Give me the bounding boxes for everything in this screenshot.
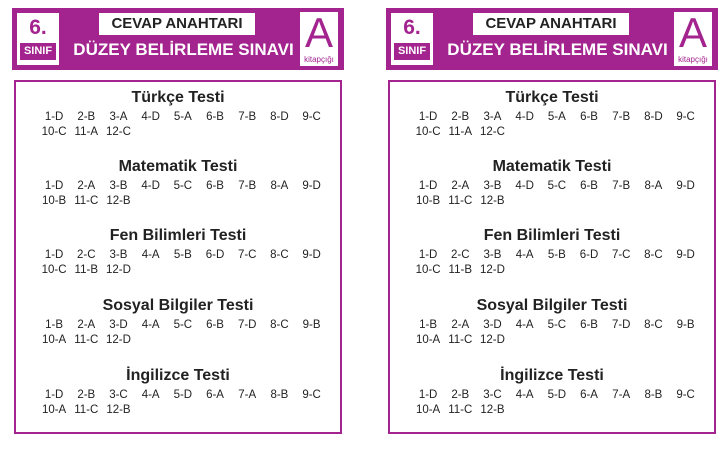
answer-item: 1-B: [419, 319, 438, 331]
test-section: [16, 88, 340, 140]
answer-item: 9-C: [676, 111, 695, 123]
booklet-label: kitapçığı: [678, 55, 708, 64]
answer-item: 7-B: [612, 111, 631, 123]
answer-item: 3-C: [109, 389, 128, 401]
answer-item: 11-B: [448, 264, 472, 276]
answer-item: 12-D: [480, 334, 505, 346]
answer-item: 8-C: [644, 249, 663, 261]
answer-list: [38, 110, 328, 140]
grade-label: SINIF: [394, 43, 430, 60]
answer-item: 11-A: [448, 126, 472, 138]
answers-panel: [388, 80, 716, 434]
answer-item: 9-C: [676, 389, 695, 401]
answer-item: 9-D: [676, 249, 695, 261]
answer-item: 8-D: [270, 111, 289, 123]
answer-row: [38, 125, 328, 140]
answer-item: 4-A: [141, 249, 160, 261]
answer-item: 11-C: [74, 334, 99, 346]
answer-item: 3-B: [483, 249, 502, 261]
section-title: Matematik Testi: [492, 158, 612, 175]
answer-item: 6-A: [206, 389, 224, 401]
answer-item: 11-C: [448, 334, 473, 346]
answer-item: 5-A: [547, 111, 566, 123]
answer-item: 5-C: [173, 319, 193, 331]
answer-row: [412, 110, 702, 125]
answer-item: 8-C: [270, 249, 289, 261]
answer-row: [412, 125, 702, 140]
answer-item: 12-B: [480, 404, 505, 416]
answer-item: 6-D: [579, 249, 599, 261]
answer-item: 10-C: [41, 126, 67, 138]
grade-number: 6.: [403, 16, 421, 39]
grade-label: SINIF: [20, 43, 56, 60]
answer-list: [412, 248, 702, 278]
answer-item: 7-D: [611, 319, 631, 331]
answer-item: 1-D: [44, 249, 64, 261]
card-title: CEVAP ANAHTARI: [99, 13, 255, 35]
answer-item: 7-A: [612, 389, 631, 401]
answer-item: 9-B: [676, 319, 695, 331]
section-title: Matematik Testi: [118, 158, 238, 175]
test-section: [16, 366, 340, 418]
answer-item: 5-A: [173, 111, 192, 123]
answer-list: [412, 179, 702, 209]
answer-row: [38, 403, 328, 418]
answer-item: 4-D: [141, 111, 160, 123]
answer-item: 9-B: [302, 319, 321, 331]
answer-item: 5-C: [547, 319, 567, 331]
answer-item: 9-D: [302, 249, 321, 261]
answer-item: 5-D: [173, 389, 193, 401]
answer-item: 3-D: [109, 319, 128, 331]
answer-item: 10-B: [41, 195, 67, 207]
booklet-badge: [300, 9, 338, 66]
answer-row: [38, 194, 328, 209]
test-section: [390, 157, 714, 209]
answer-item: 5-C: [173, 180, 193, 192]
answer-row: [412, 263, 702, 278]
answer-item: 11-C: [448, 195, 473, 207]
answer-item: 6-B: [580, 319, 598, 331]
answer-item: 2-A: [451, 319, 470, 331]
answer-item: 7-B: [612, 180, 631, 192]
answer-item: 8-A: [270, 180, 289, 192]
section-title: İngilizce Testi: [126, 367, 230, 384]
answer-item: 12-C: [106, 126, 131, 138]
answer-item: 3-C: [483, 389, 502, 401]
card-header: [12, 8, 344, 70]
answer-row: [38, 179, 328, 194]
test-section: [390, 366, 714, 418]
booklet-badge: [674, 9, 712, 66]
card-header: [386, 8, 718, 70]
answer-item: 9-C: [302, 111, 321, 123]
answer-item: 3-D: [483, 319, 502, 331]
booklet-letter: A: [304, 9, 333, 56]
answer-item: 4-A: [515, 389, 534, 401]
answer-item: 10-B: [415, 195, 441, 207]
answer-item: 11-C: [448, 404, 473, 416]
answer-item: 2-B: [451, 389, 470, 401]
answer-row: [412, 333, 702, 348]
answer-item: 4-D: [515, 111, 534, 123]
answer-item: 2-A: [451, 180, 470, 192]
answer-item: 7-C: [611, 249, 631, 261]
answer-item: 12-B: [106, 404, 131, 416]
answer-item: 8-C: [270, 319, 289, 331]
answer-item: 1-D: [44, 180, 64, 192]
answer-item: 9-C: [302, 389, 321, 401]
card-subtitle: DÜZEY BELİRLEME SINAVI: [447, 40, 668, 59]
answer-list: [412, 318, 702, 348]
answer-item: 5-B: [547, 249, 566, 261]
test-section: [16, 296, 340, 348]
section-title: İngilizce Testi: [500, 367, 604, 384]
test-section: [390, 226, 714, 278]
answer-key-card: [386, 8, 718, 433]
booklet-letter: A: [678, 9, 707, 56]
answer-item: 8-C: [644, 319, 663, 331]
answer-item: 10-A: [415, 404, 441, 416]
answer-item: 3-A: [483, 111, 502, 123]
answer-item: 6-D: [205, 249, 225, 261]
grade-badge: [391, 13, 433, 65]
answer-item: 11-C: [74, 195, 99, 207]
answer-item: 2-C: [77, 249, 96, 261]
answer-item: 4-A: [515, 249, 534, 261]
answer-item: 4-A: [141, 389, 160, 401]
answer-item: 5-B: [173, 249, 192, 261]
answer-item: 6-B: [580, 111, 598, 123]
answer-item: 7-A: [238, 389, 257, 401]
answer-item: 2-A: [77, 319, 96, 331]
answer-row: [412, 248, 702, 263]
answer-item: 5-D: [547, 389, 567, 401]
answer-row: [38, 263, 328, 278]
answer-item: 7-B: [238, 180, 257, 192]
answer-item: 1-B: [45, 319, 64, 331]
answer-item: 8-A: [644, 180, 663, 192]
answer-item: 12-C: [480, 126, 505, 138]
answer-item: 4-D: [141, 180, 160, 192]
answer-item: 8-B: [270, 389, 289, 401]
answer-item: 5-C: [547, 180, 567, 192]
answer-row: [38, 318, 328, 333]
answer-item: 10-A: [415, 334, 441, 346]
answer-row: [38, 248, 328, 263]
answer-list: [38, 248, 328, 278]
answers-panel: [14, 80, 342, 434]
answer-item: 1-D: [418, 389, 438, 401]
answer-list: [38, 179, 328, 209]
section-title: Sosyal Bilgiler Testi: [102, 297, 254, 314]
answer-item: 10-A: [41, 404, 67, 416]
section-title: Sosyal Bilgiler Testi: [476, 297, 628, 314]
answer-item: 6-B: [580, 180, 598, 192]
answer-list: [412, 388, 702, 418]
answer-list: [412, 110, 702, 140]
answer-item: 10-C: [415, 126, 441, 138]
answer-item: 12-B: [106, 195, 131, 207]
answer-row: [38, 110, 328, 125]
answer-item: 7-C: [237, 249, 257, 261]
answer-item: 1-D: [418, 249, 438, 261]
answer-item: 2-C: [451, 249, 470, 261]
answer-item: 6-B: [206, 180, 224, 192]
answer-item: 2-A: [77, 180, 96, 192]
grade-number: 6.: [29, 16, 47, 39]
answer-item: 4-A: [141, 319, 160, 331]
answer-item: 3-B: [483, 180, 502, 192]
answer-item: 10-C: [41, 264, 67, 276]
answer-row: [38, 388, 328, 403]
answer-item: 3-B: [109, 249, 128, 261]
booklet-label: kitapçığı: [304, 55, 334, 64]
answer-item: 6-B: [206, 111, 224, 123]
answer-item: 6-B: [206, 319, 224, 331]
test-section: [16, 226, 340, 278]
answer-item: 1-D: [418, 111, 438, 123]
answer-item: 2-B: [77, 389, 96, 401]
answer-item: 9-D: [302, 180, 321, 192]
card-title: CEVAP ANAHTARI: [473, 13, 629, 35]
answer-key-card: [12, 8, 344, 433]
card-subtitle: DÜZEY BELİRLEME SINAVI: [73, 40, 294, 59]
answer-item: 12-D: [480, 264, 505, 276]
answer-item: 2-B: [77, 111, 96, 123]
test-section: [390, 88, 714, 140]
section-title: Fen Bilimleri Testi: [109, 227, 247, 244]
answer-item: 4-A: [515, 319, 534, 331]
answer-item: 11-A: [74, 126, 98, 138]
answer-item: 7-B: [238, 111, 257, 123]
answer-row: [412, 388, 702, 403]
answer-item: 12-B: [480, 195, 505, 207]
answer-row: [412, 194, 702, 209]
answer-row: [412, 179, 702, 194]
answer-item: 3-A: [109, 111, 128, 123]
answer-list: [38, 388, 328, 418]
answer-item: 7-D: [237, 319, 257, 331]
answer-item: 2-B: [451, 111, 470, 123]
answer-item: 10-A: [41, 334, 67, 346]
grade-badge: [17, 13, 59, 65]
section-title: Türkçe Testi: [131, 89, 225, 106]
section-title: Türkçe Testi: [505, 89, 599, 106]
answer-item: 1-D: [418, 180, 438, 192]
answer-row: [38, 333, 328, 348]
answer-item: 4-D: [515, 180, 534, 192]
answer-row: [412, 318, 702, 333]
answer-item: 6-A: [580, 389, 598, 401]
answer-item: 1-D: [44, 389, 64, 401]
answer-item: 11-C: [74, 404, 99, 416]
answer-item: 1-D: [44, 111, 64, 123]
answer-item: 9-D: [676, 180, 695, 192]
section-title: Fen Bilimleri Testi: [483, 227, 621, 244]
test-section: [16, 157, 340, 209]
answer-list: [38, 318, 328, 348]
answer-item: 11-B: [74, 264, 98, 276]
test-section: [390, 296, 714, 348]
answer-row: [412, 403, 702, 418]
answer-item: 3-B: [109, 180, 128, 192]
answer-item: 12-D: [106, 264, 131, 276]
answer-item: 8-D: [644, 111, 663, 123]
answer-item: 8-B: [644, 389, 663, 401]
answer-item: 12-D: [106, 334, 131, 346]
answer-item: 10-C: [415, 264, 441, 276]
